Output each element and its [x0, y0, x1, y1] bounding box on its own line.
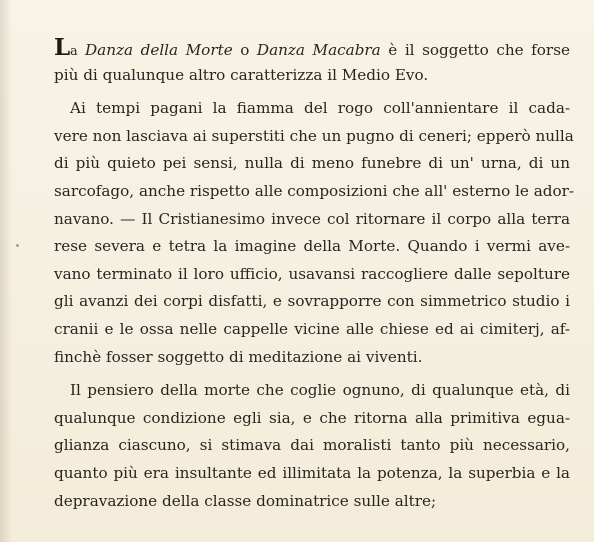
text-line: sarcofago, anche rispetto alle composizioni che all' esterno le ador-: [54, 181, 575, 200]
paragraph-3: [54, 377, 570, 515]
margin-speck: [16, 244, 19, 247]
text-line: navano. — Il Cristianesimo invece col ritornare il corpo alla terra: [54, 209, 570, 228]
text-line: Il pensiero della morte che coglie ognuno, di qualunque età, di: [70, 381, 570, 400]
text-line: di più quieto pei sensi, nulla di meno funebre di un' urna, di un: [54, 154, 570, 173]
text-line: quanto più era insultante ed illimitata la potenza, la superbia e la: [54, 463, 570, 482]
drop-cap-continuation: a: [70, 43, 85, 58]
text-line: qualunque condizione egli sia, e che ritorna alla primitiva egua-: [54, 408, 570, 427]
text-line: Ai tempi pagani la fiamma del rogo coll'annientare il cada-: [70, 99, 570, 118]
line-tail: è il soggetto che forse: [380, 41, 570, 59]
text-line: gli avanzi dei corpi disfatti, e sovrapporre con simmetrico studio i: [54, 292, 570, 311]
title-danza-della-morte: Danza della Morte: [85, 41, 233, 59]
text-line: finchè fosser soggetto di meditazione ai viventi.: [54, 347, 423, 366]
paragraph-2: [54, 95, 575, 371]
body-text: [54, 34, 575, 515]
text-line: vano terminato il loro ufficio, usavansi raccogliere dalle sepolture: [54, 264, 570, 283]
text-line: [54, 34, 570, 62]
drop-cap: L: [54, 34, 71, 61]
text-line: cranii e le ossa nelle cappelle vicine alle chiese ed ai cimiterj, af-: [54, 319, 570, 338]
text-line: rese severa e tetra la imagine della Morte. Quando i vermi ave-: [54, 237, 570, 256]
text-line: glianza ciascuno, si stimava dai moralisti tanto più necessario,: [54, 436, 570, 455]
paragraph-1: [54, 34, 570, 89]
title-danza-macabra: Danza Macabra: [256, 41, 381, 59]
text-line: depravazione della classe dominatrice sulle altre;: [54, 491, 437, 510]
conjunction: o: [232, 41, 257, 59]
text-line: vere non lasciava ai superstiti che un pugno di ceneri; epperò nulla: [54, 126, 574, 145]
text-line: più di qualunque altro caratterizza il Medio Evo.: [54, 65, 429, 84]
gutter-shadow: [0, 0, 12, 542]
